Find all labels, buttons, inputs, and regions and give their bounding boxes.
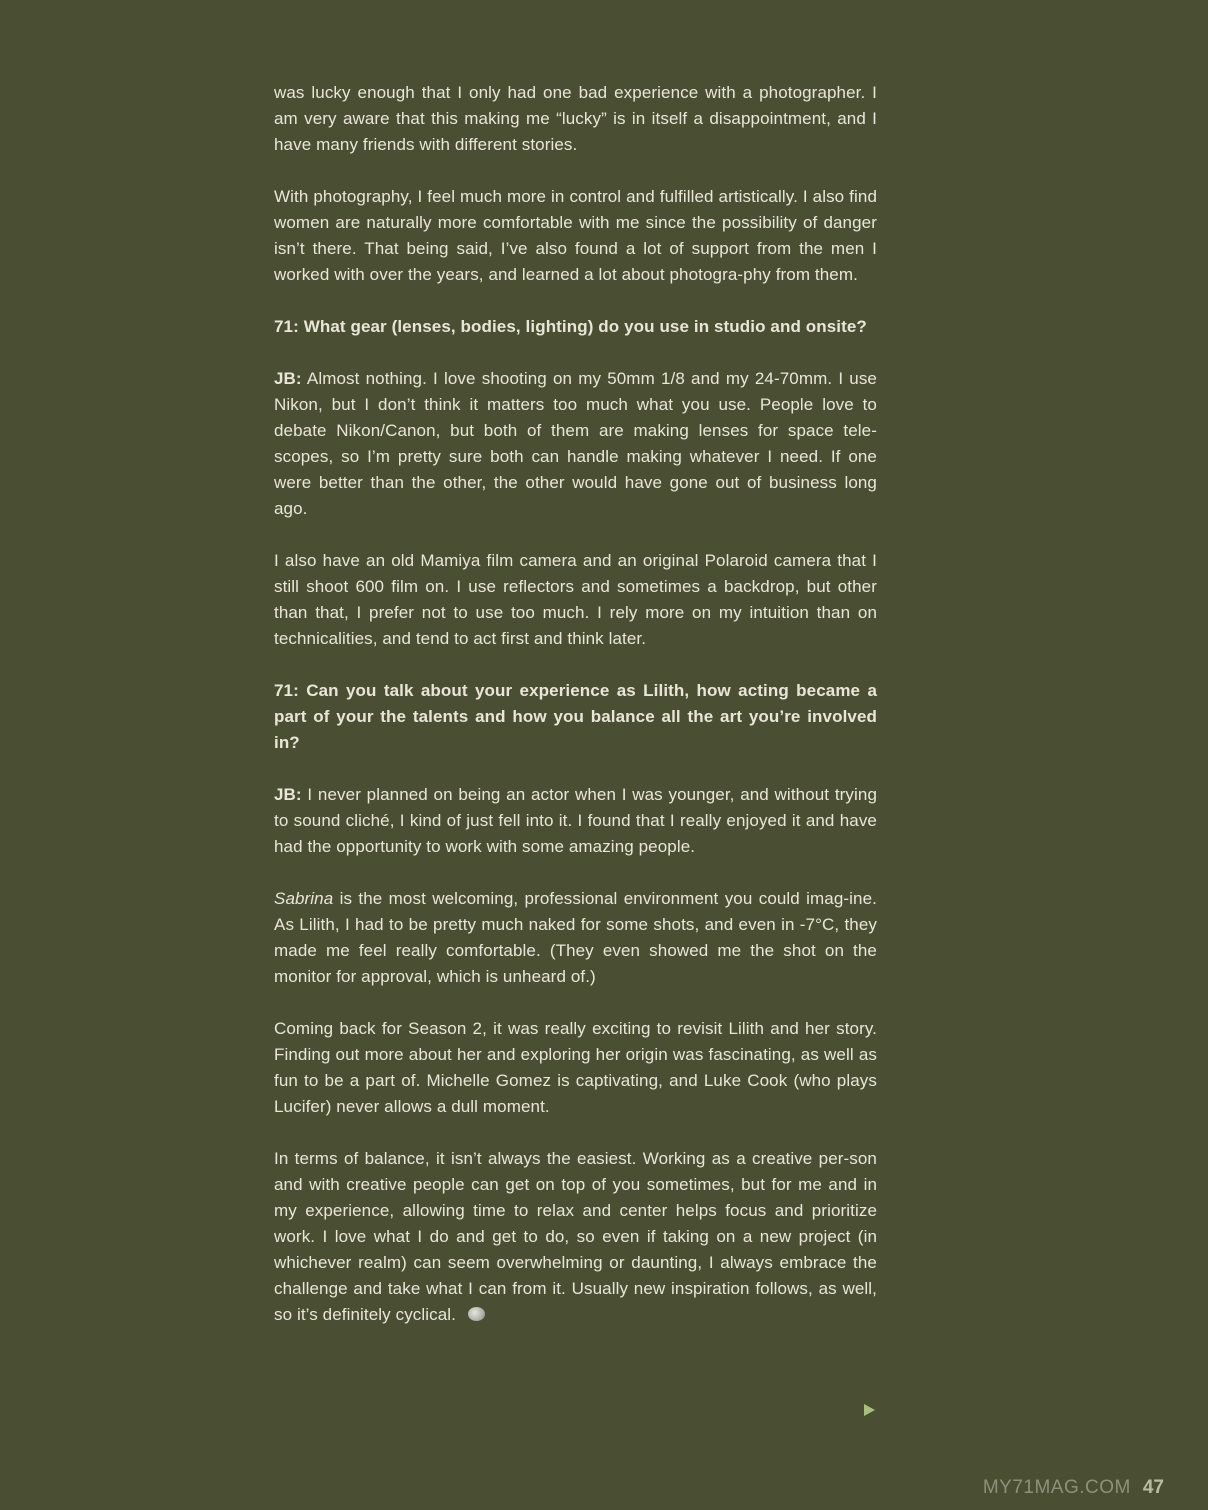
answer-text: I never planned on being an actor when I was younger, and without trying to sound cliché, I kind of just fell into it. I found that I really enjoyed it and have had the opportunity to work with some amazing people.	[274, 785, 877, 856]
paragraph	[274, 1146, 877, 1328]
speaker-label: JB:	[274, 785, 302, 804]
interview-answer	[274, 366, 877, 522]
interview-answer	[274, 782, 877, 860]
article-body	[274, 80, 877, 1354]
show-title: Sabrina	[274, 889, 334, 908]
paragraph: With photography, I feel much more in control and fulfilled artistically. I also find women are naturally more comfortable with me since the possibility of danger isn’t there. That being said, I’ve also found a lot of support from the men I worked with over the years, and learned a lot about photogra-phy from them.	[274, 187, 877, 284]
continue-arrow-icon	[864, 1404, 875, 1416]
paragraph: was lucky enough that I only had one bad experience with a photographer. I am very aware that this making me “lucky” is in itself a disappointment, and I have many friends with different stories.	[274, 83, 877, 154]
paragraph: I also have an old Mamiya film camera and an original Polaroid camera that I still shoot 600 film on. I use reflectors and sometimes a backdrop, but other than that, I prefer not to use too much. I rely more on my intuition than on technicalities, and tend to act first and think later.	[274, 551, 877, 648]
site-url: MY71MAG.COM	[982, 1477, 1131, 1498]
page-number: 47	[1142, 1477, 1164, 1498]
interview-question: 71: Can you talk about your experience as Lilith, how acting became a part of your the talents and how you balance all the art you’re involved in?	[274, 681, 877, 752]
paragraph-text: is the most welcoming, professional environment you could imag-ine. As Lilith, I had to be pretty much naked for some shots, and even in -7°C, they made me feel really comfortable. (They even showed me the shot on the monitor for approval, which is unheard of.)	[274, 889, 877, 986]
interview-question: 71: What gear (lenses, bodies, lighting) do you use in studio and onsite?	[274, 317, 867, 336]
page-footer	[983, 1476, 1164, 1500]
answer-text: Almost nothing. I love shooting on my 50mm 1/8 and my 24-70mm. I use Nikon, but I don’t think it matters too much what you use. People love to debate Nikon/Canon, but both of them are making lenses for space tele-scopes, so I’m pretty sure both can handle making whatever I need. If one were better than the other, the other would have gone out of business long ago.	[274, 369, 877, 518]
paragraph	[274, 886, 877, 990]
speaker-label: JB:	[274, 369, 302, 388]
paragraph: Coming back for Season 2, it was really exciting to revisit Lilith and her story. Finding out more about her and exploring her origin was fascinating, as well as fun to be a part of. Michelle Gomez is captivating, and Luke Cook (who plays Lucifer) never allows a dull moment.	[274, 1019, 877, 1116]
end-of-article-icon	[468, 1307, 485, 1321]
paragraph-text: In terms of balance, it isn’t always the easiest. Working as a creative per-son and with creative people can get on top of you sometimes, but for me and in my experience, allowing time to relax and center helps focus and prioritize work. I love what I do and get to do, so even if taking on a new project (in whichever realm) can seem overwhelming or daunting, I always embrace the challenge and take what I can from it. Usually new inspiration follows, as well, so it’s definitely cyclical.	[274, 1149, 877, 1324]
